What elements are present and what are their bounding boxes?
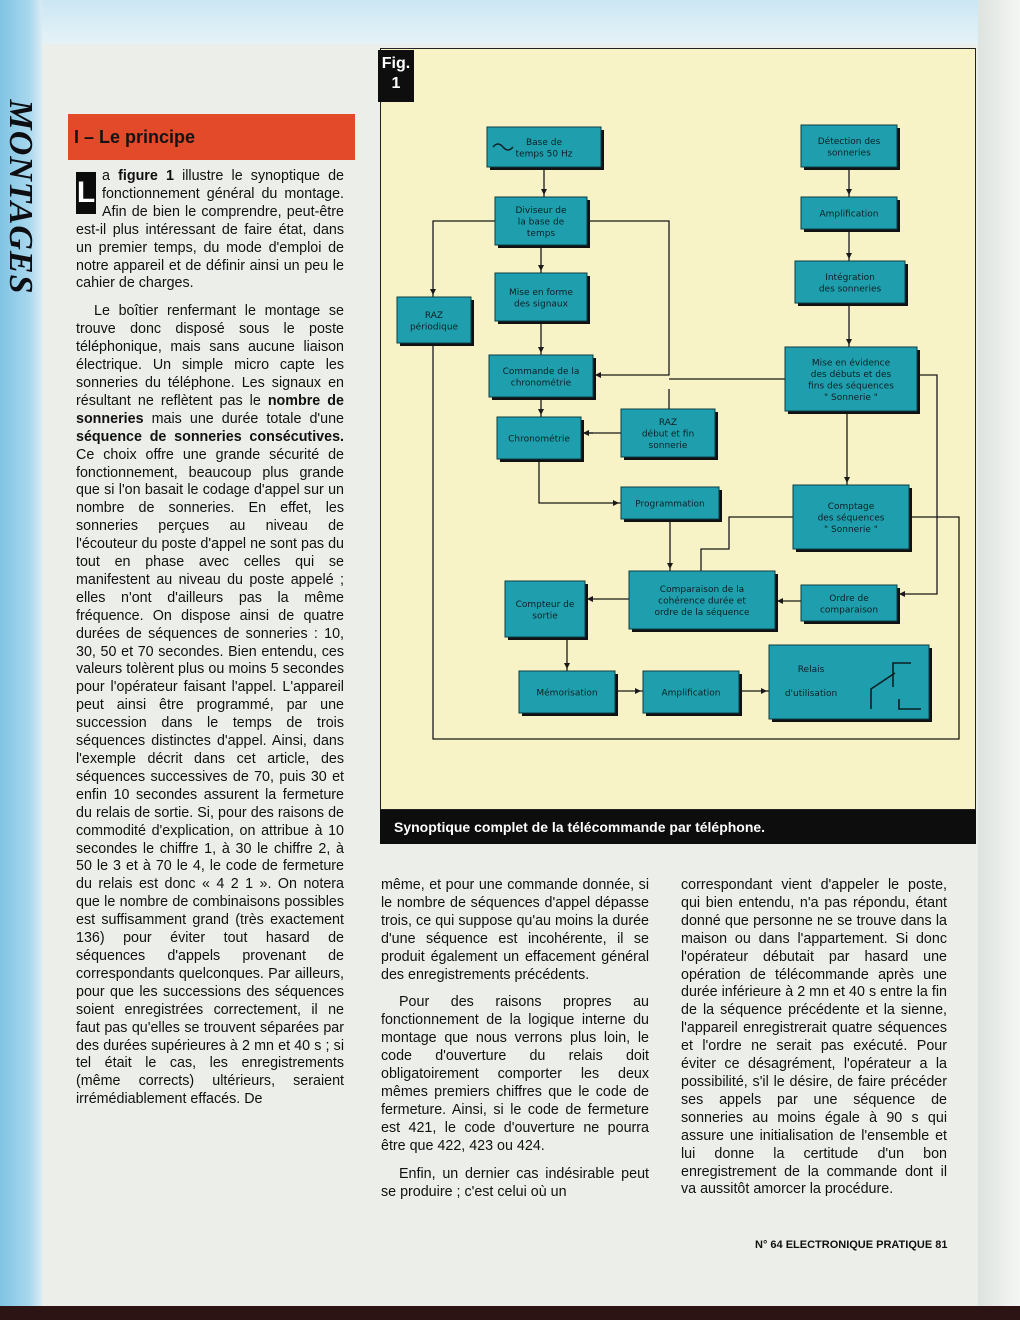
block-label: la base de bbox=[517, 217, 565, 228]
drop-cap: L bbox=[76, 172, 96, 214]
arrowhead bbox=[761, 688, 767, 694]
block-raz-debut bbox=[621, 409, 718, 460]
block-label: Compteur de bbox=[515, 599, 575, 610]
block-label: RAZ bbox=[424, 310, 444, 321]
block-label: ordre de la séquence bbox=[654, 608, 750, 618]
article-column-1 bbox=[76, 168, 344, 1119]
article-column-2 bbox=[381, 877, 649, 1211]
block-label: Mémorisation bbox=[536, 688, 598, 699]
block-label: sonneries bbox=[827, 148, 871, 159]
block-label: d'utilisation bbox=[784, 688, 838, 699]
block-label: cohérence durée et bbox=[658, 596, 746, 607]
block-relais bbox=[769, 645, 932, 722]
arrowhead bbox=[430, 289, 436, 295]
figure-1 bbox=[380, 48, 976, 810]
block-label: RAZ bbox=[658, 418, 678, 428]
block-label: des débuts et des bbox=[810, 369, 892, 380]
arrowhead bbox=[846, 339, 852, 345]
arrowhead bbox=[538, 347, 544, 353]
block-label: Programmation bbox=[635, 499, 705, 510]
block-label: des sonneries bbox=[818, 284, 882, 295]
arrowhead bbox=[667, 563, 673, 569]
block-label: Mise en forme bbox=[509, 287, 573, 298]
c2-paragraph-2: Pour des raisons propres au fonctionnement de la logique interne du montage que nous verrons plus loin, le code d'ouverture du relais doit obligatoirement comporter les deux mêmes premiers chiffres que le code de fermeture. Ainsi, si le code de fermeture est 421, le code d'ouverture ne pourra être que 422, 423 ou 424. bbox=[381, 994, 649, 1154]
figure-caption: Synoptique complet de la télécommande par téléphone. bbox=[380, 810, 976, 844]
block-programmation bbox=[621, 487, 722, 522]
p2-text-a: Le boîtier renfermant le montage se trouve donc disposé sous le poste téléphonique, mais sans aucune liaison électrique. Un simple micro capte les sonneries du téléphone. Les signaux en résultant ne reflètent pas le bbox=[76, 303, 344, 409]
block-label: Commande de la bbox=[502, 366, 580, 377]
block-label: chronométrie bbox=[510, 378, 572, 389]
block-amplification2 bbox=[643, 671, 742, 716]
block-label: " Sonnerie " bbox=[824, 525, 878, 535]
block-chronometrie bbox=[497, 417, 584, 462]
arrowhead bbox=[635, 688, 641, 694]
block-label: début et fin bbox=[641, 429, 695, 440]
block-label: fins des séquences bbox=[808, 381, 894, 392]
arrowhead bbox=[846, 189, 852, 195]
article-column-3 bbox=[681, 877, 947, 1209]
page-footer: N° 64 ELECTRONIQUE PRATIQUE 81 bbox=[755, 1239, 948, 1251]
spine-tab bbox=[0, 0, 42, 1320]
block-integration bbox=[795, 261, 908, 306]
p2-text-b: mais une durée totale d'une bbox=[143, 410, 344, 427]
arrowhead bbox=[564, 663, 570, 669]
block-label: temps bbox=[526, 229, 556, 239]
figure-label-line-2: 1 bbox=[391, 75, 401, 92]
arrowhead bbox=[613, 500, 619, 506]
block-mise-evidence bbox=[785, 347, 920, 414]
arrowhead bbox=[538, 265, 544, 271]
paragraph-boitier bbox=[76, 303, 344, 1109]
block-diagram bbox=[381, 49, 975, 809]
figure-label bbox=[378, 50, 414, 102]
block-compteur bbox=[505, 581, 588, 640]
block-label: Mise en évidence bbox=[811, 358, 891, 369]
block-mise-forme bbox=[495, 273, 590, 324]
block-amplification1 bbox=[801, 197, 900, 232]
block-label: temps 50 Hz bbox=[515, 149, 573, 160]
block-detection bbox=[801, 125, 900, 170]
connector-line bbox=[587, 221, 669, 375]
spine-title: MONTAGES bbox=[2, 99, 39, 295]
block-label: Comptage bbox=[827, 502, 875, 512]
block-label: Amplification bbox=[661, 688, 721, 699]
block-label: Détection des bbox=[817, 136, 881, 147]
block-label: Amplification bbox=[819, 209, 879, 220]
paragraph-intro bbox=[76, 168, 344, 293]
connector-line bbox=[539, 459, 621, 503]
intro-text-a: a bbox=[102, 168, 119, 184]
block-diviseur bbox=[495, 197, 590, 248]
block-label: Chronométrie bbox=[508, 434, 570, 445]
block-label: Base de bbox=[525, 137, 563, 148]
block-raz-periodique bbox=[397, 297, 474, 346]
block-label: comparaison bbox=[819, 605, 879, 616]
block-label: " Sonnerie " bbox=[824, 392, 878, 403]
arrowhead bbox=[541, 189, 547, 195]
block-comptage bbox=[793, 485, 912, 552]
arrowhead bbox=[846, 253, 852, 259]
block-label: Ordre de bbox=[829, 593, 869, 604]
p2-bold-2: séquence de sonneries consécutives. bbox=[76, 428, 344, 445]
p2-text-c: Ce choix offre une grande sécurité de fonctionnement, beaucoup plus grande que si l'on basait le codage d'appel sur un nombre de sonneries. En effet, les sonneries perçues au niveau de l'écouteur du poste d'appel ne sont pas du tout en phase avec celles qui se manifestent au niveau du poste appelé ; elles n'ont d'ailleurs pas la même fréquence. On dispose ainsi de quatre durées de séquences de sonneries : 10, 30, 50 et 70 secondes. Bien entendu, ces valeurs tolèrent plus ou moins 5 secondes pour l'opérateur faisant l'appel. L'appareil peut ainsi être programmé, par une succession dans le temps de trois séquences distinctes d'appel. Ainsi, dans l'exemple décrit dans cet article, des séquences successives de 70, puis 30 et enfin 10 secondes assurent la fermeture du relais de sortie. Si, pour des raisons de commodité d'explication, on attribue à 10 secondes le chiffre 1, à 30 le chiffre 2, à 50 le 3 et à 70 le 4, le code de fermeture du relais est donc « 4 2 1 ». On notera que le nombre de combinaisons possibles est suffisamment grand (très exactement 136) pour éviter tout hasard de séquences d'appels provenant de correspondants quelconques. Par ailleurs, pour que les successions des séquences soient enregistrées correctement, il ne faut pas qu'elles se trouvent séparées par des durées supérieures à 2 mn et 40 s ; si tel était le cas, les enregistrements (même corrects) ultérieurs, seraient irrémédiablement effacés. De bbox=[76, 446, 344, 1108]
block-label: des signaux bbox=[514, 299, 568, 310]
block-label: sortie bbox=[532, 611, 558, 622]
intro-text-b: illustre le synoptique de fonctionnement général du montage. Afin de bien le comprendre, peut-être est-il plus intéressant de faire état, dans un premier temps, du mode d'emploi de notre appareil et de définir ainsi un peu le cahier de charges. bbox=[76, 168, 344, 292]
block-label: Intégration bbox=[825, 272, 875, 283]
block-comparaison bbox=[629, 571, 778, 632]
block-memorisation bbox=[519, 671, 618, 716]
block-label: des séquences bbox=[817, 513, 885, 524]
arrowhead bbox=[538, 409, 544, 415]
c2-paragraph-3: Enfin, un dernier cas indésirable peut se produire ; c'est celui où un bbox=[381, 1165, 649, 1200]
connector-line bbox=[433, 221, 495, 297]
block-ordre bbox=[801, 585, 900, 624]
connector-line bbox=[701, 517, 793, 571]
block-commande-chrono bbox=[489, 355, 596, 400]
block-label: Relais bbox=[797, 664, 825, 675]
arrowhead bbox=[844, 477, 850, 483]
intro-bold: figure 1 bbox=[118, 168, 174, 184]
block-label: sonnerie bbox=[648, 441, 688, 451]
block-label: Diviseur de bbox=[515, 206, 567, 216]
c2-paragraph-1: même, et pour une commande donnée, si le nombre de séquences d'appel dépasse trois, ce qui suppose qu'au moins la durée d'une séquence est incohérente, il se produit également un effacement général des enregistrements précédents. bbox=[381, 877, 649, 983]
block-label: Comparaison de la bbox=[659, 585, 745, 595]
top-color-strip bbox=[42, 0, 978, 44]
bottom-edge bbox=[0, 1306, 1020, 1320]
section-heading: I – Le principe bbox=[68, 114, 355, 160]
right-page-edge bbox=[978, 0, 1020, 1320]
p2-bold-1: nombre de sonneries bbox=[76, 392, 344, 427]
figure-label-line-1: Fig. bbox=[381, 55, 411, 72]
c3-paragraph-1: correspondant vient d'appeler le poste, qui bien entendu, n'a pas répondu, étant donné que personne ne se trouve dans la maison ou dans l'appartement. Si donc l'opérateur débutait par hasard une opération de télécommande après une durée inférieure à 2 mn et 40 s entre la fin de la séquence précédente et la sienne, l'appareil enregistrerait quatre séquences et l'ordre ne serait pas exécuté. Pour éviter ce désagrément, l'opérateur a la possibilité, s'il le désire, de faire précéder ses appels par une séquence de sonneries au moins égale à 90 s qui assure une initialisation de l'ensemble et lui donne la certitude d'un bon enregistrement de la commande dont il va aussitôt amorcer la procédure. bbox=[681, 877, 947, 1198]
block-label: périodique bbox=[409, 322, 459, 333]
